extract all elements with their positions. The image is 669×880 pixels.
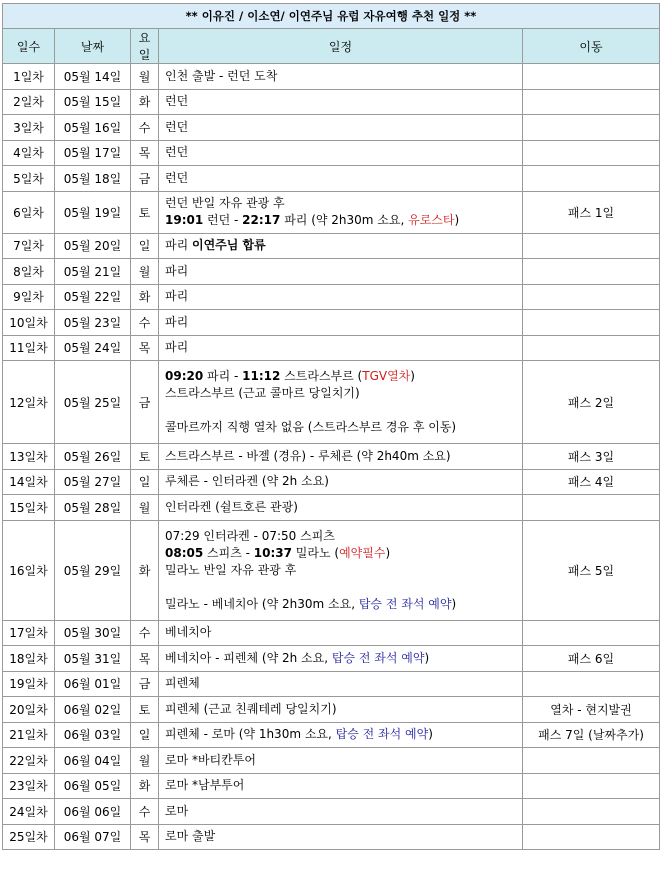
schedule-text: 밀라노 반일 자유 관광 후: [165, 562, 297, 577]
schedule-line: [165, 473, 516, 490]
move-cell: 열차 - 현지발권: [523, 697, 660, 723]
table-row: [3, 520, 660, 620]
schedule-line: [165, 624, 516, 641]
date-cell: 05월 31일: [55, 646, 131, 672]
move-cell: [523, 620, 660, 646]
weekday-cell: 토: [131, 444, 159, 470]
schedule-text: 07:29 인터라켄 - 07:50 스피츠: [165, 528, 335, 543]
table-row: [3, 824, 660, 850]
table-row: [3, 191, 660, 233]
schedule-text: ): [454, 213, 460, 227]
weekday-cell: 월: [131, 495, 159, 521]
weekday-cell: 화: [131, 773, 159, 799]
move-cell: 패스 7일 (날짜추가): [523, 722, 660, 748]
schedule-cell: [159, 259, 523, 285]
date-cell: 05월 21일: [55, 259, 131, 285]
schedule-cell: [159, 697, 523, 723]
weekday-cell: 일: [131, 722, 159, 748]
schedule-line: [165, 119, 516, 136]
weekday-cell: 토: [131, 191, 159, 233]
day-cell: 16일차: [3, 520, 55, 620]
move-cell: 패스 3일: [523, 444, 660, 470]
date-cell: 05월 30일: [55, 620, 131, 646]
date-cell: 06월 02일: [55, 697, 131, 723]
table-row: [3, 89, 660, 115]
day-cell: 3일차: [3, 115, 55, 141]
day-cell: 5일차: [3, 166, 55, 192]
schedule-line: [165, 726, 516, 743]
weekday-cell: 월: [131, 259, 159, 285]
table-row: [3, 773, 660, 799]
weekday-cell: 금: [131, 671, 159, 697]
date-cell: 05월 25일: [55, 361, 131, 444]
table-row: [3, 495, 660, 521]
schedule-cell: [159, 824, 523, 850]
schedule-cell: [159, 361, 523, 444]
date-cell: 06월 01일: [55, 671, 131, 697]
schedule-text: 베네치아: [165, 625, 212, 640]
table-title: ** 이유진 / 이소연/ 이연주님 유럽 자유여행 추천 일정 **: [3, 4, 660, 29]
schedule-cell: [159, 140, 523, 166]
header-weekday: 요일: [131, 29, 159, 64]
schedule-text: 런던: [165, 119, 189, 134]
weekday-cell: 화: [131, 284, 159, 310]
schedule-time: 이연주님 합류: [192, 238, 266, 253]
day-cell: 17일차: [3, 620, 55, 646]
table-row: [3, 722, 660, 748]
schedule-text: 스트라스부르 (근교 콜마르 당일치기): [165, 386, 360, 400]
header-schedule: 일정: [159, 29, 523, 64]
date-cell: 06월 06일: [55, 799, 131, 825]
weekday-cell: 목: [131, 824, 159, 850]
table-row: [3, 646, 660, 672]
date-cell: 05월 29일: [55, 520, 131, 620]
itinerary-table: [2, 3, 660, 850]
header-date: 날짜: [55, 29, 131, 64]
table-row: [3, 799, 660, 825]
schedule-highlight-blue: 탑승 전 좌석 예약: [331, 650, 425, 665]
title-row: [3, 4, 660, 29]
date-cell: 05월 26일: [55, 444, 131, 470]
table-row: [3, 671, 660, 697]
schedule-line: [165, 752, 516, 769]
schedule-line: [165, 212, 516, 229]
date-cell: 05월 23일: [55, 310, 131, 336]
table-row: [3, 115, 660, 141]
move-cell: 패스 6일: [523, 646, 660, 672]
table-row: [3, 140, 660, 166]
day-cell: 24일차: [3, 799, 55, 825]
schedule-line: [165, 237, 516, 254]
schedule-line: [165, 545, 516, 562]
move-cell: [523, 773, 660, 799]
schedule-cell: [159, 748, 523, 774]
schedule-text: 로마: [165, 803, 189, 818]
date-cell: 05월 19일: [55, 191, 131, 233]
weekday-cell: 월: [131, 64, 159, 90]
schedule-text: 파리 -: [203, 369, 243, 383]
schedule-text: 밀라노 - 베네치아 (약 2h30m 소요,: [165, 596, 359, 611]
schedule-line: [165, 368, 516, 385]
schedule-cell: [159, 495, 523, 521]
table-row: [3, 361, 660, 444]
schedule-text: 파리 (약 2h30m 소요,: [280, 213, 409, 227]
schedule-text: 스피츠 -: [203, 545, 254, 560]
schedule-text: 파리: [165, 289, 189, 304]
move-cell: [523, 671, 660, 697]
day-cell: 6일차: [3, 191, 55, 233]
move-cell: [523, 115, 660, 141]
schedule-cell: [159, 64, 523, 90]
date-cell: 06월 05일: [55, 773, 131, 799]
schedule-line: [165, 828, 516, 845]
schedule-time: 11:12: [242, 369, 281, 383]
weekday-cell: 토: [131, 697, 159, 723]
day-cell: 13일차: [3, 444, 55, 470]
table-row: [3, 166, 660, 192]
schedule-highlight-blue: 탑승 전 좌석 예약: [358, 596, 452, 611]
schedule-line: [165, 288, 516, 305]
schedule-cell: [159, 722, 523, 748]
date-cell: 05월 18일: [55, 166, 131, 192]
schedule-text: 베네치아 - 피렌체 (약 2h 소요,: [165, 650, 332, 665]
move-cell: 패스 1일: [523, 191, 660, 233]
schedule-highlight-blue: 탑승 전 좌석 예약: [335, 727, 429, 742]
schedule-text: ): [424, 650, 430, 665]
schedule-text: 로마 *바티칸투어: [165, 752, 256, 767]
move-cell: [523, 824, 660, 850]
schedule-text: 스트라스부르 (: [280, 369, 363, 383]
weekday-cell: 목: [131, 335, 159, 361]
schedule-time: 08:05: [165, 545, 204, 560]
schedule-cell: [159, 310, 523, 336]
day-cell: 19일차: [3, 671, 55, 697]
schedule-cell: [159, 646, 523, 672]
table-row: [3, 620, 660, 646]
schedule-line: [165, 528, 516, 545]
schedule-line: [165, 170, 516, 187]
table-row: [3, 233, 660, 259]
schedule-cell: [159, 335, 523, 361]
schedule-text: 런던: [165, 170, 189, 185]
day-cell: 7일차: [3, 233, 55, 259]
day-cell: 1일차: [3, 64, 55, 90]
move-cell: 패스 4일: [523, 469, 660, 495]
header-row: [3, 29, 660, 64]
schedule-cell: [159, 773, 523, 799]
schedule-text: 런던: [165, 145, 189, 160]
schedule-text: 인터라켄 (쉴트호른 관광): [165, 499, 298, 514]
move-cell: [523, 233, 660, 259]
schedule-line: [165, 195, 516, 212]
schedule-text: 파리: [165, 263, 189, 278]
schedule-highlight-red: TGV열차: [362, 369, 411, 383]
date-cell: 05월 14일: [55, 64, 131, 90]
itinerary-rows: [3, 64, 660, 850]
move-cell: [523, 64, 660, 90]
move-cell: 패스 2일: [523, 361, 660, 444]
schedule-cell: [159, 284, 523, 310]
schedule-cell: [159, 444, 523, 470]
move-cell: 패스 5일: [523, 520, 660, 620]
date-cell: 06월 04일: [55, 748, 131, 774]
schedule-line: [165, 499, 516, 516]
day-cell: 20일차: [3, 697, 55, 723]
move-cell: [523, 310, 660, 336]
weekday-cell: 수: [131, 799, 159, 825]
schedule-cell: [159, 671, 523, 697]
move-cell: [523, 748, 660, 774]
schedule-text: 로마 *남부투어: [165, 778, 245, 793]
day-cell: 18일차: [3, 646, 55, 672]
schedule-line: [165, 314, 516, 331]
weekday-cell: 화: [131, 520, 159, 620]
weekday-cell: 화: [131, 89, 159, 115]
schedule-line: [165, 562, 516, 579]
weekday-cell: 금: [131, 166, 159, 192]
date-cell: 05월 20일: [55, 233, 131, 259]
day-cell: 23일차: [3, 773, 55, 799]
schedule-text: 피렌체: [165, 676, 200, 691]
day-cell: 11일차: [3, 335, 55, 361]
day-cell: 8일차: [3, 259, 55, 285]
schedule-cell: [159, 233, 523, 259]
schedule-text: 런던 -: [203, 213, 243, 227]
day-cell: 21일차: [3, 722, 55, 748]
schedule-line: [165, 650, 516, 667]
day-cell: 14일차: [3, 469, 55, 495]
weekday-cell: 일: [131, 469, 159, 495]
weekday-cell: 수: [131, 115, 159, 141]
weekday-cell: 일: [131, 233, 159, 259]
schedule-text: ): [385, 545, 391, 560]
schedule-line: [165, 448, 516, 465]
table-row: [3, 469, 660, 495]
schedule-cell: [159, 799, 523, 825]
schedule-text: 파리: [165, 340, 189, 355]
day-cell: 22일차: [3, 748, 55, 774]
table-row: [3, 310, 660, 336]
table-row: [3, 64, 660, 90]
schedule-text: 루체른 - 인터라켄 (약 2h 소요): [165, 474, 329, 489]
schedule-highlight-red: 유로스타: [408, 213, 455, 227]
day-cell: 12일차: [3, 361, 55, 444]
schedule-highlight-red: 예약필수: [339, 545, 386, 560]
schedule-text: 피렌체 - 로마 (약 1h30m 소요,: [165, 727, 336, 742]
schedule-line: [165, 596, 516, 613]
schedule-line: [165, 263, 516, 280]
table-row: [3, 444, 660, 470]
schedule-spacer: [165, 579, 516, 596]
schedule-line: [165, 701, 516, 718]
schedule-time: 10:37: [253, 545, 292, 560]
day-cell: 4일차: [3, 140, 55, 166]
schedule-text: 스트라스부르 - 바젤 (경유) - 루체른 (약 2h40m 소요): [165, 448, 451, 463]
move-cell: [523, 259, 660, 285]
move-cell: [523, 140, 660, 166]
date-cell: 05월 28일: [55, 495, 131, 521]
weekday-cell: 금: [131, 361, 159, 444]
schedule-time: 22:17: [242, 213, 281, 227]
table-row: [3, 748, 660, 774]
schedule-line: [165, 385, 516, 402]
day-cell: 9일차: [3, 284, 55, 310]
schedule-text: 런던 반일 자유 관광 후: [165, 196, 285, 210]
schedule-line: [165, 339, 516, 356]
schedule-cell: [159, 520, 523, 620]
schedule-cell: [159, 89, 523, 115]
date-cell: 05월 22일: [55, 284, 131, 310]
schedule-line: [165, 419, 516, 436]
weekday-cell: 수: [131, 620, 159, 646]
schedule-cell: [159, 469, 523, 495]
day-cell: 15일차: [3, 495, 55, 521]
move-cell: [523, 89, 660, 115]
schedule-line: [165, 777, 516, 794]
schedule-text: 파리: [165, 238, 192, 253]
header-day: 일수: [3, 29, 55, 64]
schedule-text: ): [410, 369, 415, 383]
schedule-time: 19:01: [165, 213, 204, 227]
day-cell: 2일차: [3, 89, 55, 115]
move-cell: [523, 335, 660, 361]
schedule-text: 피렌체 (근교 친퀘테레 당일치기): [165, 701, 337, 716]
schedule-cell: [159, 620, 523, 646]
schedule-line: [165, 93, 516, 110]
schedule-text: 밀라노 (: [291, 545, 340, 560]
date-cell: 05월 27일: [55, 469, 131, 495]
schedule-line: [165, 144, 516, 161]
date-cell: 05월 24일: [55, 335, 131, 361]
table-row: [3, 697, 660, 723]
weekday-cell: 목: [131, 646, 159, 672]
table-row: [3, 259, 660, 285]
weekday-cell: 목: [131, 140, 159, 166]
day-cell: 10일차: [3, 310, 55, 336]
date-cell: 05월 17일: [55, 140, 131, 166]
move-cell: [523, 284, 660, 310]
schedule-text: 인천 출발 - 런던 도착: [165, 68, 278, 83]
schedule-text: 로마 출발: [165, 829, 216, 844]
table-row: [3, 284, 660, 310]
schedule-cell: [159, 191, 523, 233]
weekday-cell: 월: [131, 748, 159, 774]
schedule-text: 콜마르까지 직행 열차 없음 (스트라스부르 경유 후 이동): [165, 420, 457, 434]
header-move: 이동: [523, 29, 660, 64]
day-cell: 25일차: [3, 824, 55, 850]
schedule-text: ): [428, 727, 433, 742]
table-row: [3, 335, 660, 361]
schedule-spacer: [165, 402, 516, 419]
date-cell: 05월 15일: [55, 89, 131, 115]
schedule-line: [165, 68, 516, 85]
move-cell: [523, 495, 660, 521]
schedule-cell: [159, 166, 523, 192]
schedule-time: 09:20: [165, 369, 204, 383]
schedule-text: ): [451, 596, 457, 611]
weekday-cell: 수: [131, 310, 159, 336]
schedule-line: [165, 803, 516, 820]
date-cell: 06월 03일: [55, 722, 131, 748]
schedule-text: 런던: [165, 94, 189, 109]
date-cell: 05월 16일: [55, 115, 131, 141]
move-cell: [523, 166, 660, 192]
move-cell: [523, 799, 660, 825]
schedule-text: 파리: [165, 314, 189, 329]
date-cell: 06월 07일: [55, 824, 131, 850]
schedule-cell: [159, 115, 523, 141]
schedule-line: [165, 675, 516, 692]
